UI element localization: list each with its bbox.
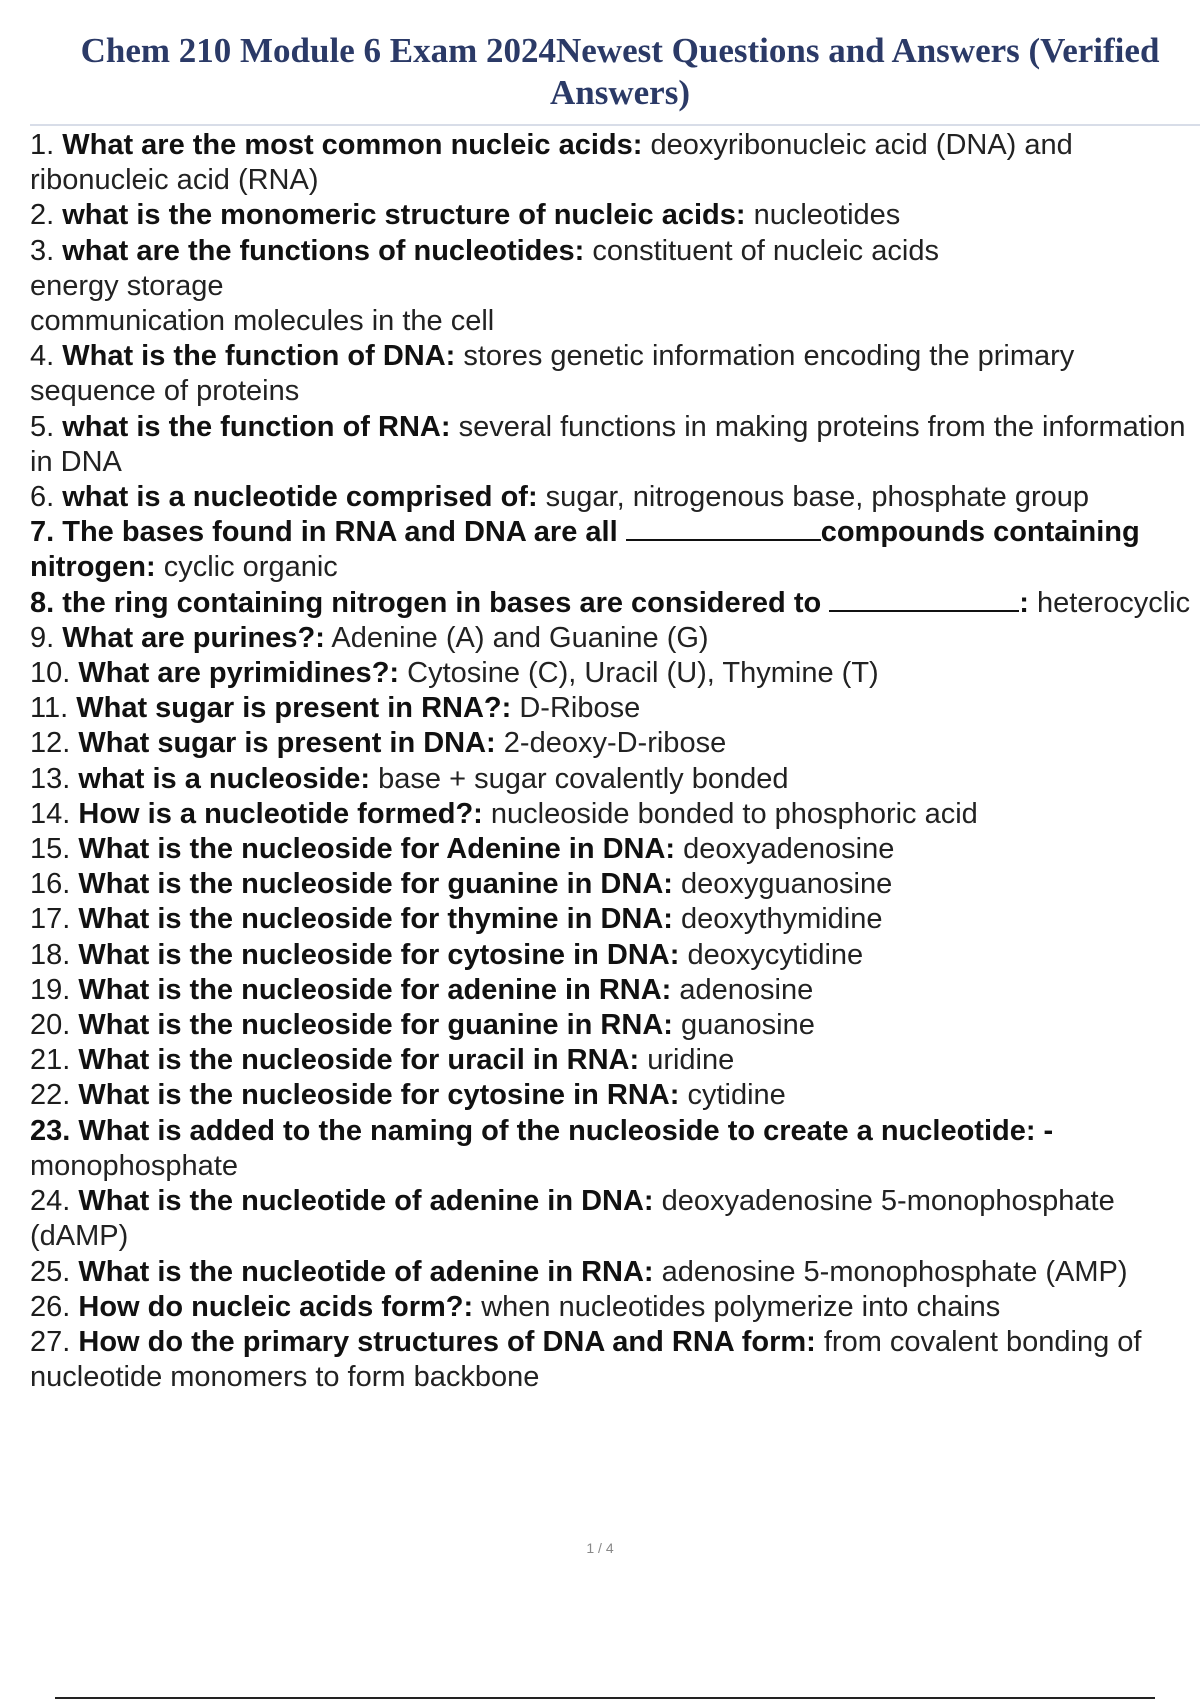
qa-item-15 xyxy=(30,832,1200,867)
qa-item-7 xyxy=(30,515,1200,585)
question-number: 24. xyxy=(30,1185,71,1218)
qa-item-16 xyxy=(30,867,1200,902)
fill-in-blank xyxy=(626,515,821,541)
qa-item-14 xyxy=(30,797,1200,832)
qa-item-1 xyxy=(30,128,1200,198)
fill-in-blank xyxy=(829,586,1019,612)
question-text: What is the nucleotide of adenine in RNA: xyxy=(78,1255,654,1288)
question-number: 19. xyxy=(30,973,71,1006)
answer-text: stores genetic information encoding the primary sequence of proteins xyxy=(30,340,1075,408)
qa-item-23 xyxy=(30,1114,1200,1184)
question-text: What is the nucleoside for cytosine in DNA: xyxy=(78,938,680,971)
question-number: 4. xyxy=(30,340,55,373)
qa-item-8 xyxy=(30,586,1200,621)
qa-item-3 xyxy=(30,234,1200,340)
question-text: the ring containing nitrogen in bases are considered to xyxy=(62,586,822,619)
question-text: what is the function of RNA: xyxy=(62,410,451,443)
page-number: 1 / 4 xyxy=(586,1540,614,1556)
question-number: 6. xyxy=(30,481,55,514)
question-text: The bases found in RNA and DNA are all xyxy=(62,516,618,549)
question-number: 12. xyxy=(30,727,71,760)
question-number: 20. xyxy=(30,1009,71,1042)
question-text: How do nucleic acids form?: xyxy=(78,1290,474,1323)
qa-item-24 xyxy=(30,1184,1200,1254)
answer-text: uridine xyxy=(647,1044,735,1077)
answer-text: constituent of nucleic acids xyxy=(592,234,939,267)
answer-text: cyclic organic xyxy=(163,551,338,584)
answer-text: monophosphate xyxy=(30,1149,238,1182)
document-title: Chem 210 Module 6 Exam 2024Newest Questions and Answers (Verified Answers) xyxy=(80,31,1160,112)
qa-item-13 xyxy=(30,762,1200,797)
answer-text: nucleotides xyxy=(753,199,901,232)
question-number: 8. xyxy=(30,586,55,619)
title-divider xyxy=(30,124,1200,126)
qa-item-6 xyxy=(30,480,1200,515)
qa-item-25 xyxy=(30,1255,1200,1290)
answer-text: D-Ribose xyxy=(519,692,641,725)
question-number: 17. xyxy=(30,903,71,936)
question-text: What is the nucleoside for Adenine in DNA: xyxy=(78,833,676,866)
question-text: what are the functions of nucleotides: xyxy=(62,234,585,267)
answer-text: adenosine 5-monophosphate (AMP) xyxy=(661,1255,1128,1288)
question-number: 27. xyxy=(30,1325,71,1358)
answer-text: deoxyribonucleic acid (DNA) and ribonucleic acid (RNA) xyxy=(30,129,1073,197)
answer-text: heterocyclic xyxy=(1037,586,1191,619)
question-number: 1. xyxy=(30,129,55,161)
qa-item-9 xyxy=(30,621,1200,656)
qa-item-4 xyxy=(30,339,1200,409)
question-text: What is the nucleoside for guanine in DNA: xyxy=(78,868,673,901)
answer-text: adenosine xyxy=(679,973,814,1006)
qa-list xyxy=(30,128,1200,1395)
answer-text: when nucleotides polymerize into chains xyxy=(481,1290,1001,1323)
qa-item-21 xyxy=(30,1043,1200,1078)
question-number: 7. xyxy=(30,516,55,549)
question-number: 16. xyxy=(30,868,71,901)
answer-text: 2-deoxy-D-ribose xyxy=(503,727,727,760)
answer-text: nucleoside bonded to phosphoric acid xyxy=(490,797,978,830)
answer-text: deoxyguanosine xyxy=(680,868,893,901)
answer-text: several functions in making proteins from the information in DNA xyxy=(30,410,1186,478)
question-text: How do the primary structures of DNA and RNA form: xyxy=(78,1325,816,1358)
question-number: 22. xyxy=(30,1079,71,1112)
question-number: 23. xyxy=(30,1114,71,1147)
question-number: 14. xyxy=(30,797,71,830)
qa-item-2 xyxy=(30,198,1200,233)
question-number: 2. xyxy=(30,199,55,232)
question-number: 9. xyxy=(30,621,55,654)
question-text: What is the nucleoside for guanine in RNA: xyxy=(78,1009,673,1042)
question-text: What is the nucleotide of adenine in DNA: xyxy=(78,1185,654,1218)
qa-item-12 xyxy=(30,726,1200,761)
answer-text: deoxythymidine xyxy=(681,903,883,936)
question-number: 15. xyxy=(30,833,71,866)
answer-text: Adenine (A) and Guanine (G) xyxy=(331,621,709,654)
answer-text: deoxyadenosine xyxy=(683,833,895,866)
question-text: What is the nucleoside for cytosine in RNA: xyxy=(78,1079,680,1112)
question-text: What sugar is present in DNA: xyxy=(78,727,496,760)
question-text: What are pyrimidines?: xyxy=(78,657,400,690)
question-number: 18. xyxy=(30,938,71,971)
qa-item-18 xyxy=(30,938,1200,973)
qa-item-27 xyxy=(30,1325,1200,1395)
question-number: 26. xyxy=(30,1290,71,1323)
qa-item-19 xyxy=(30,973,1200,1008)
qa-item-22 xyxy=(30,1078,1200,1113)
question-number: 10. xyxy=(30,657,71,690)
qa-item-26 xyxy=(30,1290,1200,1325)
question-text: What is the nucleoside for adenine in RNA: xyxy=(78,973,672,1006)
question-text: what is the monomeric structure of nucleic acids: xyxy=(62,199,746,232)
answer-text: deoxycytidine xyxy=(687,938,864,971)
question-text: How is a nucleotide formed?: xyxy=(78,797,483,830)
question-text: What are purines?: xyxy=(62,621,325,654)
question-text: What is the nucleoside for uracil in RNA: xyxy=(78,1044,640,1077)
qa-item-5 xyxy=(30,410,1200,480)
question-number: 11. xyxy=(30,692,69,725)
question-text: What is added to the naming of the nucleoside to create a nucleotide: - xyxy=(78,1114,1054,1147)
qa-item-20 xyxy=(30,1008,1200,1043)
question-text: what is a nucleoside: xyxy=(78,762,371,795)
question-text: What is the function of DNA: xyxy=(62,340,456,373)
question-text: What are the most common nucleic acids: xyxy=(62,129,643,161)
answer-text: guanosine xyxy=(680,1009,815,1042)
question-number: 3. xyxy=(30,234,55,267)
answer-text-line-2: energy storage xyxy=(30,269,224,302)
answer-text: Cytosine (C), Uracil (U), Thymine (T) xyxy=(407,657,879,690)
question-number: 21. xyxy=(30,1044,71,1077)
qa-item-17 xyxy=(30,902,1200,937)
footer-divider xyxy=(55,1697,1155,1699)
question-number: 13. xyxy=(30,762,71,795)
question-text: what is a nucleotide comprised of: xyxy=(62,481,538,514)
question-text: What sugar is present in RNA?: xyxy=(76,692,512,725)
qa-item-11 xyxy=(30,691,1200,726)
answer-text: from covalent bonding of nucleotide monomers to form backbone xyxy=(30,1325,1142,1394)
answer-text: deoxyadenosine 5-monophosphate (dAMP) xyxy=(30,1185,1115,1253)
qa-item-10 xyxy=(30,656,1200,691)
answer-text: sugar, nitrogenous base, phosphate group xyxy=(545,481,1090,514)
question-number: 25. xyxy=(30,1255,71,1288)
answer-text: base + sugar covalently bonded xyxy=(378,762,789,795)
answer-text-line-3: communication molecules in the cell xyxy=(30,305,495,338)
answer-text: cytidine xyxy=(687,1079,786,1112)
question-text-after-blank: : xyxy=(1019,586,1029,619)
question-text-after-blank: compounds containing nitrogen: xyxy=(30,516,1140,584)
question-number: 5. xyxy=(30,410,55,443)
question-text: What is the nucleoside for thymine in DNA: xyxy=(78,903,673,936)
